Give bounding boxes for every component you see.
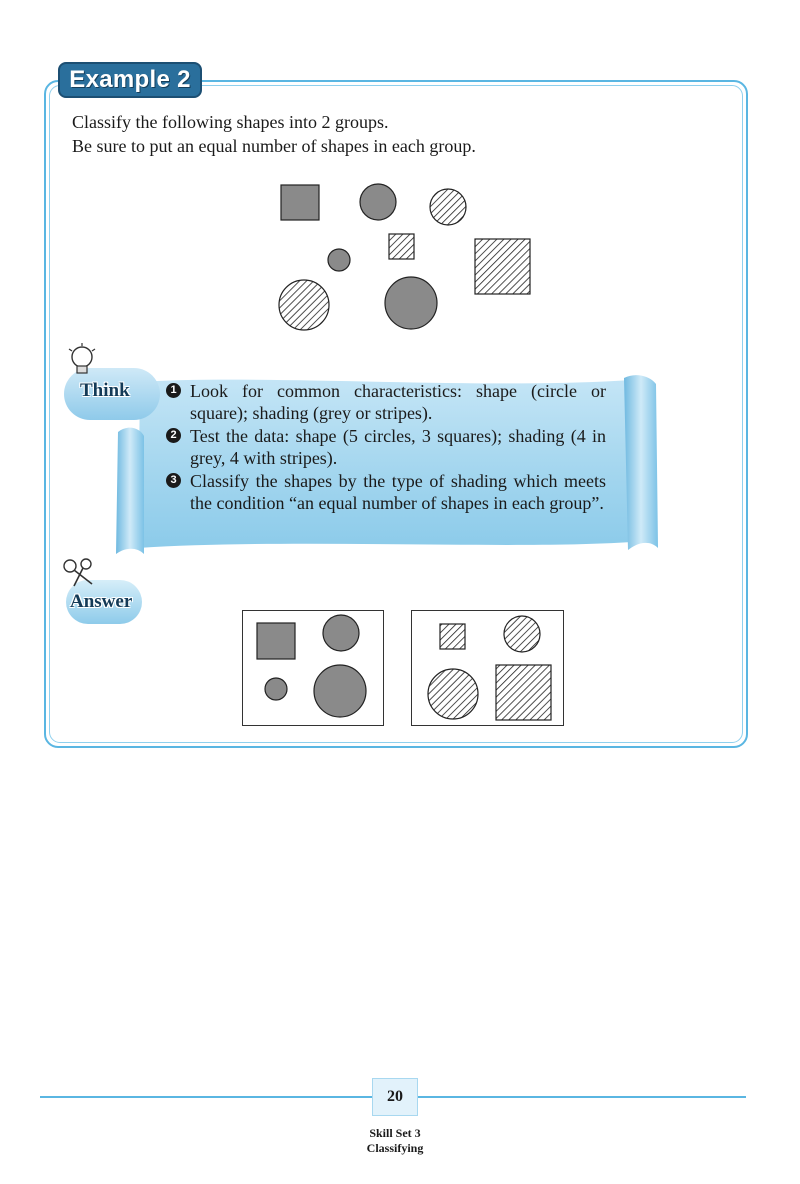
think-steps — [166, 380, 606, 515]
step-text: Look for common characteristics: shape (circle or square); shading (grey or stripes). — [190, 381, 606, 423]
grey-circle-shape — [385, 277, 437, 329]
shapes-figure — [0, 0, 800, 360]
think-label: Think — [80, 380, 130, 401]
page-number: 20 — [372, 1078, 418, 1116]
footer-topic: Classifying — [366, 1141, 424, 1155]
answer-label: Answer — [70, 591, 133, 612]
striped-circle-shape — [428, 669, 478, 719]
striped-square-shape — [475, 239, 530, 294]
step-marker: 3 — [166, 473, 181, 488]
answer-group-grey — [242, 610, 384, 726]
striped-circle-shape — [430, 189, 466, 225]
striped-square-shape — [389, 234, 414, 259]
grey-circle-shape — [265, 678, 287, 700]
striped-group-shapes — [412, 611, 565, 727]
think-step — [166, 470, 606, 514]
grey-circle-shape — [314, 665, 366, 717]
think-step — [166, 425, 606, 469]
step-marker: 2 — [166, 428, 181, 443]
striped-square-shape — [496, 665, 551, 720]
grey-group-shapes — [243, 611, 385, 727]
grey-circle-shape — [328, 249, 350, 271]
grey-square-shape — [281, 185, 319, 220]
step-text: Test the data: shape (5 circles, 3 squares); shading (4 in grey, 4 with stripes). — [190, 426, 606, 468]
striped-square-shape — [440, 624, 465, 649]
example-title: Example 2 — [58, 62, 202, 98]
question-line-1: Classify the following shapes into 2 groups. — [72, 112, 389, 132]
step-text: Classify the shapes by the type of shading which meets the condition “an equal number of shapes in each group”. — [190, 471, 606, 513]
grey-circle-shape — [360, 184, 396, 220]
footer-skill-set: Skill Set 3 — [369, 1126, 421, 1140]
striped-circle-shape — [279, 280, 329, 330]
step-marker: 1 — [166, 383, 181, 398]
grey-circle-shape — [323, 615, 359, 651]
footer-rule-left — [40, 1096, 372, 1098]
question-line-2: Be sure to put an equal number of shapes in each group. — [72, 136, 476, 156]
grey-square-shape — [257, 623, 295, 659]
keys-icon — [60, 556, 100, 590]
lightbulb-icon — [64, 342, 104, 382]
footer-rule-right — [418, 1096, 746, 1098]
striped-circle-shape — [504, 616, 540, 652]
think-step — [166, 380, 606, 424]
answer-group-striped — [411, 610, 564, 726]
